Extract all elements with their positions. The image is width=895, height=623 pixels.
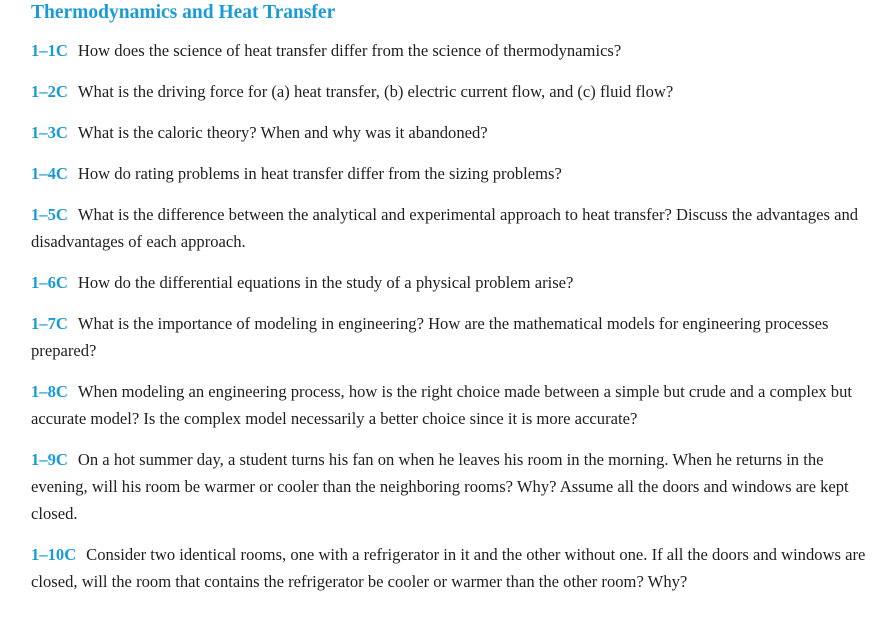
problem-text: How does the science of heat transfer differ from the science of thermodynamics? <box>77 41 622 60</box>
problem-1-1c <box>31 37 881 64</box>
problem-text: What is the importance of modeling in engineering? How are the mathematical models for engineering processes prepared? <box>31 314 829 360</box>
problem-number: 1–9C <box>31 450 68 469</box>
problem-1-10c <box>31 541 881 595</box>
problem-1-9c <box>31 446 881 527</box>
problem-text: When modeling an engineering process, how is the right choice made between a simple but crude and a complex but accurate model? Is the complex model necessarily a better choice since it is more accurate? <box>31 382 853 428</box>
problem-number: 1–4C <box>31 164 68 183</box>
problem-1-3c <box>31 119 881 146</box>
problem-1-2c <box>31 78 881 105</box>
problem-1-8c <box>31 378 881 432</box>
problem-1-5c <box>31 201 881 255</box>
problem-number: 1–5C <box>31 205 68 224</box>
problem-number: 1–7C <box>31 314 68 333</box>
problem-number: 1–3C <box>31 123 68 142</box>
problem-1-6c <box>31 269 881 296</box>
problem-number: 1–1C <box>31 41 68 60</box>
problem-number: 1–8C <box>31 382 68 401</box>
problem-text: How do rating problems in heat transfer differ from the sizing problems? <box>77 164 562 183</box>
problem-number: 1–10C <box>31 545 77 564</box>
problem-1-4c <box>31 160 881 187</box>
problem-text: On a hot summer day, a student turns his fan on when he leaves his room in the morning. When he returns in the evening, will his room be warmer or cooler than the neighboring rooms? Why? Assume all the doors and windows are kept closed. <box>31 450 849 523</box>
problem-text: What is the caloric theory? When and why was it abandoned? <box>77 123 488 142</box>
problem-text: How do the differential equations in the study of a physical problem arise? <box>77 273 574 292</box>
problem-number: 1–2C <box>31 82 68 101</box>
section-title: Thermodynamics and Heat Transfer <box>31 2 336 23</box>
problem-1-7c <box>31 310 881 364</box>
problem-number: 1–6C <box>31 273 68 292</box>
problem-text: What is the difference between the analytical and experimental approach to heat transfer? Discuss the advantages and disadvantages of each approach. <box>31 205 859 251</box>
problem-text: Consider two identical rooms, one with a refrigerator in it and the other without one. If all the doors and windows are closed, will the room that contains the refrigerator be cooler or warmer than the other room? Why? <box>31 545 866 591</box>
problem-text: What is the driving force for (a) heat transfer, (b) electric current flow, and (c) fluid flow? <box>77 82 674 101</box>
